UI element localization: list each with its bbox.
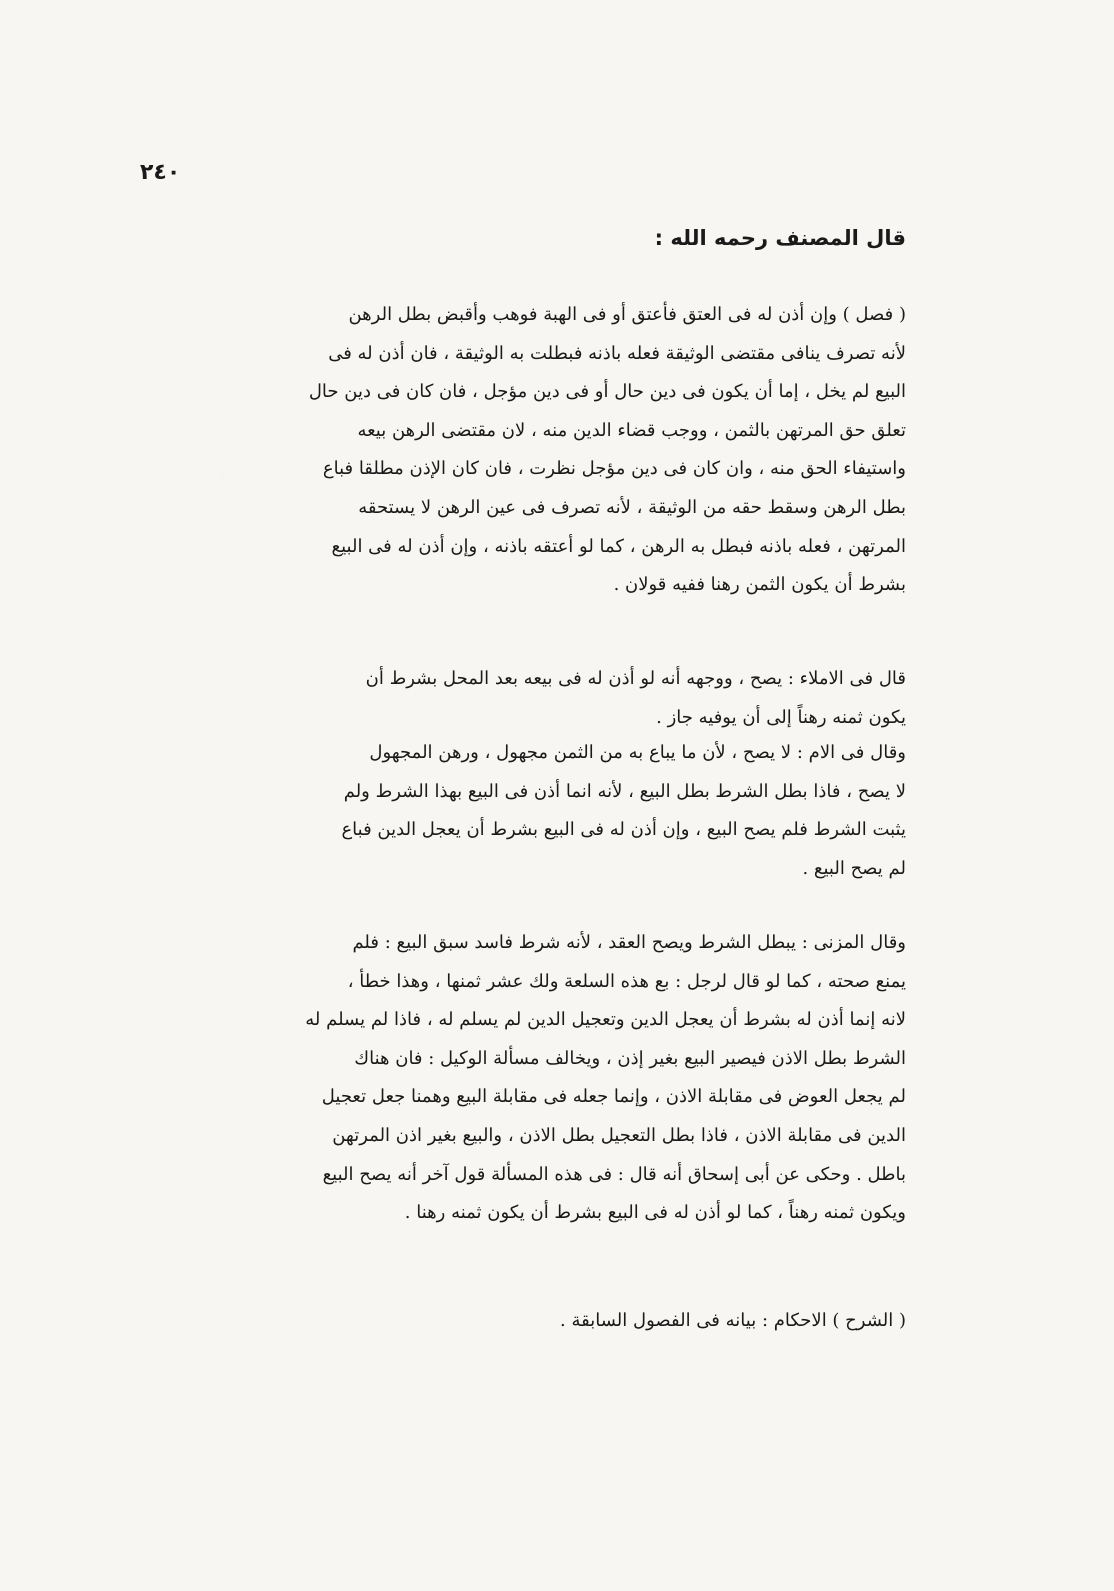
text-line: لا يصح ، فاذا بطل الشرط بطل البيع ، لأنه انما أذن فى البيع بهذا الشرط ولم <box>343 780 906 802</box>
text-line: يكون ثمنه رهناً إلى أن يوفيه جاز . <box>656 706 906 728</box>
text-line: الدين فى مقابلة الاذن ، فاذا بطل التعجيل بطل الاذن ، والبيع بغير اذن المرتهن <box>332 1124 906 1146</box>
text-line: بطل الرهن وسقط حقه من الوثيقة ، لأنه تصرف فى عين الرهن لا يستحقه <box>358 496 906 518</box>
paragraph-muzani <box>184 924 906 1233</box>
text-line: لانه إنما أذن له بشرط أن يعجل الدين وتعجيل الدين لم يسلم له ، فاذا لم يسلم له <box>305 1009 906 1031</box>
text-line: يثبت الشرط فلم يصح البيع ، وإن أذن له فى البيع بشرط أن يعجل الدين فباع <box>341 819 906 841</box>
paragraph-umm <box>184 734 906 888</box>
paragraph-fasl <box>184 296 906 605</box>
paragraph-sharh <box>184 1302 906 1341</box>
text-line: ( الشرح ) الاحكام : بيانه فى الفصول السابقة . <box>560 1310 906 1331</box>
text-line: الشرط بطل الاذن فيصير البيع بغير إذن ، ويخالف مسألة الوكيل : فان هناك <box>354 1047 906 1069</box>
text-line: واستيفاء الحق منه ، وان كان فى دين مؤجل نظرت ، فان كان الإذن مطلقا فباع <box>322 458 906 480</box>
paragraph-imla <box>184 660 906 737</box>
text-line: تعلق حق المرتهن بالثمن ، ووجب قضاء الدين منه ، لان مقتضى الرهن بيعه <box>357 419 906 441</box>
text-line: بشرط أن يكون الثمن رهنا ففيه قولان . <box>613 574 906 596</box>
text-line: باطل . وحكى عن أبى إسحاق أنه قال : فى هذه المسألة قول آخر أنه يصح البيع <box>322 1163 906 1185</box>
text-line: يمنع صحته ، كما لو قال لرجل : بع هذه السلعة ولك عشر ثمنها ، وهذا خطأ ، <box>347 970 906 992</box>
text-line: لأنه تصرف ينافى مقتضى الوثيقة فعله باذنه فبطلت به الوثيقة ، فان أذن له فى <box>328 342 906 364</box>
text-line: ويكون ثمنه رهناً ، كما لو أذن له فى البيع بشرط أن يكون ثمنه رهنا . <box>404 1202 906 1224</box>
text-line: قال فى الاملاء : يصح ، ووجهه أنه لو أذن له فى بيعه بعد المحل بشرط أن <box>365 668 906 689</box>
text-line: لم يصح البيع . <box>802 857 906 879</box>
page-number: ٢٤٠ <box>140 160 181 185</box>
text-line: البيع لم يخل ، إما أن يكون فى دين حال أو فى دين مؤجل ، فان كان فى دين حال <box>308 381 906 403</box>
text-line: وقال المزنى : يبطل الشرط ويصح العقد ، لأنه شرط فاسد سبق البيع : فلم <box>352 932 906 953</box>
text-line: المرتهن ، فعله باذنه فبطل به الرهن ، كما لو أعتقه باذنه ، وإن أذن له فى البيع <box>331 535 906 557</box>
text-line: وقال فى الام : لا يصح ، لأن ما يباع به من الثمن مجهول ، ورهن المجهول <box>369 742 906 763</box>
text-line: ( فصل ) وإن أذن له فى العتق فأعتق أو فى الهبة فوهب وأقبض بطل الرهن <box>348 304 906 325</box>
text-line: لم يجعل العوض فى مقابلة الاذن ، وإنما جعله فى مقابلة البيع وهمنا جعل تعجيل <box>321 1086 906 1108</box>
section-heading: قال المصنف رحمه الله : <box>654 226 906 250</box>
